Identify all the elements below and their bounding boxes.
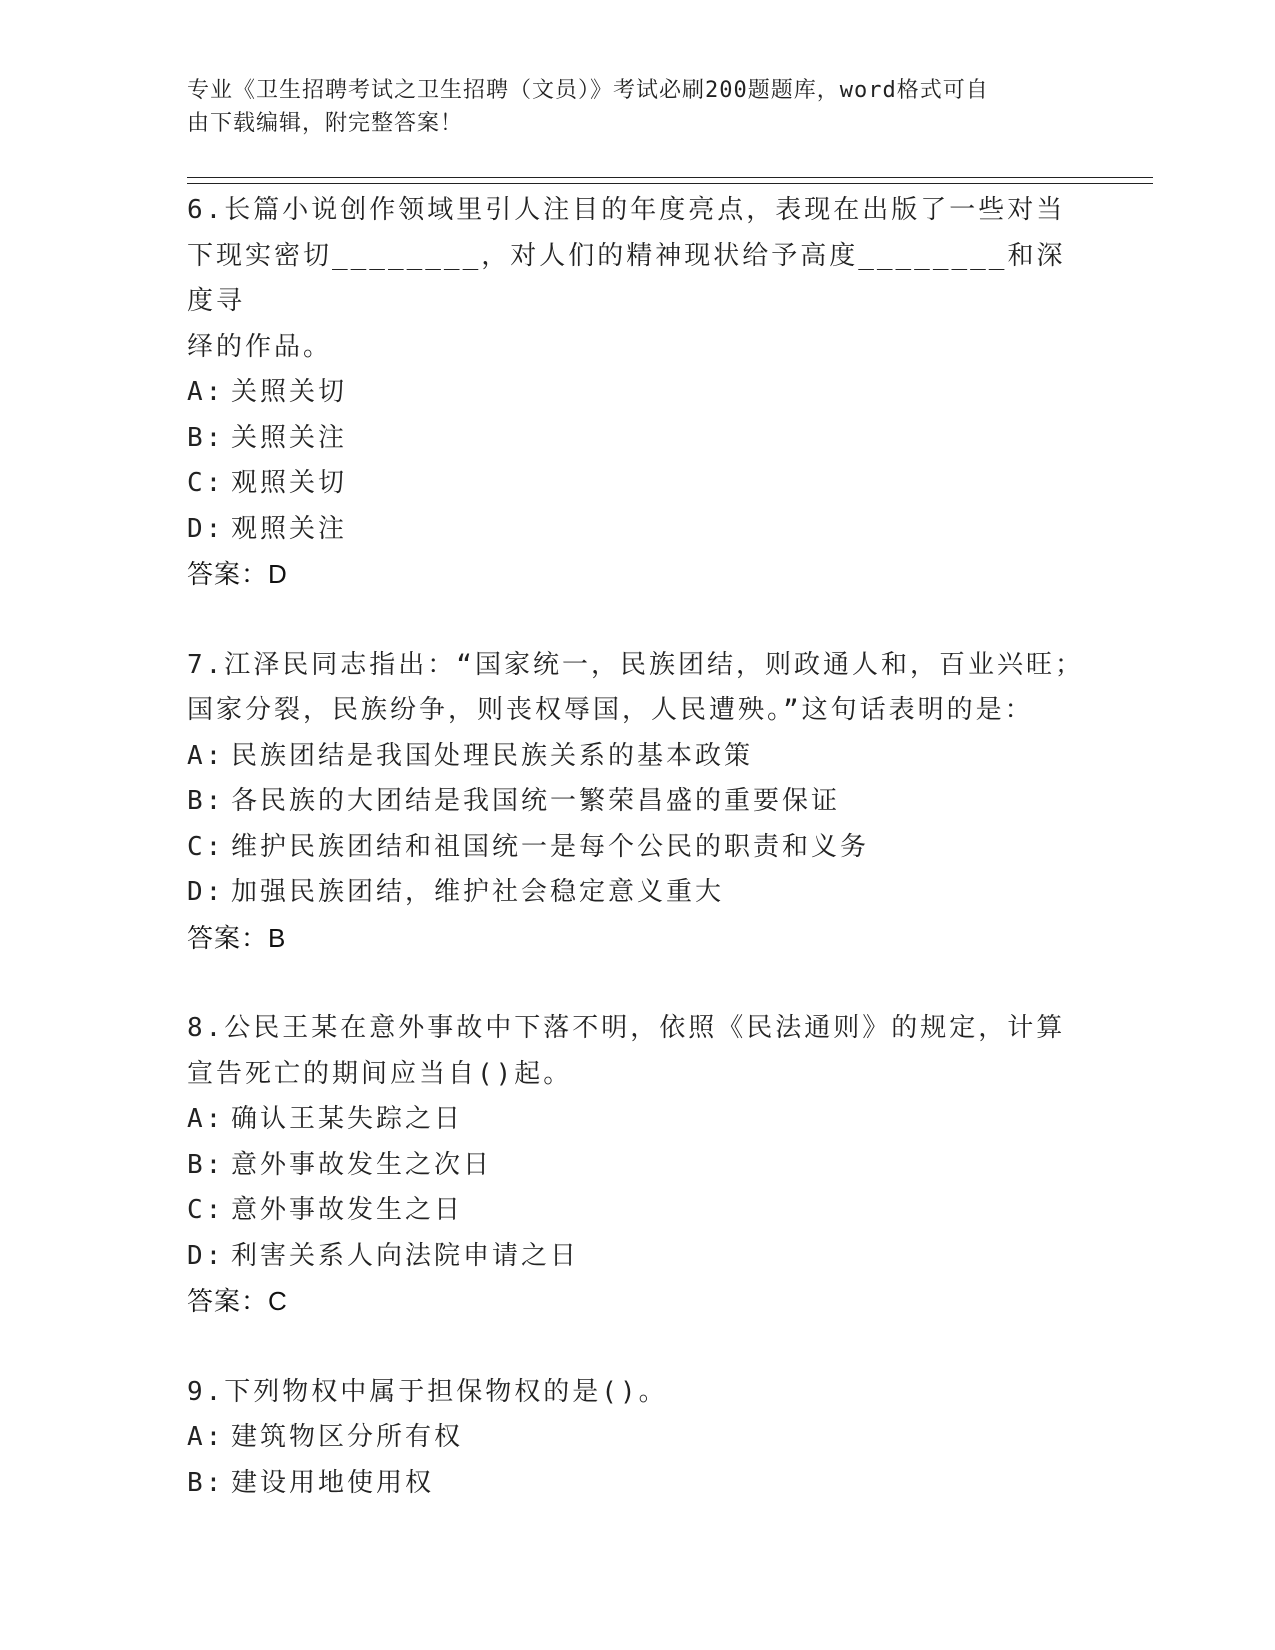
option-b bbox=[187, 416, 1087, 462]
option-text: 加强民族团结，维护社会稳定意义重大 bbox=[231, 877, 725, 907]
header-line-2: 由下载编辑，附完整答案！ bbox=[187, 111, 464, 136]
option-letter: A: bbox=[187, 377, 225, 407]
header-divider-top bbox=[187, 177, 1153, 178]
option-text: 观照关注 bbox=[231, 513, 348, 544]
option-letter: A: bbox=[187, 740, 225, 771]
option-letter: A: bbox=[187, 1104, 225, 1134]
option-text: 意外事故发生之日 bbox=[231, 1195, 464, 1225]
question-stem-line: 宣告死亡的期间应当自()起。 bbox=[187, 1058, 573, 1089]
question-stem-line: 绎的作品。 bbox=[187, 331, 333, 362]
option-text: 意外事故发生之次日 bbox=[231, 1149, 493, 1180]
option-d bbox=[187, 507, 1087, 553]
option-letter: C: bbox=[187, 831, 225, 862]
question-6 bbox=[187, 188, 1087, 598]
option-letter: A: bbox=[187, 1422, 225, 1452]
option-text: 关照关切 bbox=[231, 377, 348, 407]
option-letter: D: bbox=[187, 513, 225, 544]
answer-line: 答案：C bbox=[187, 1286, 288, 1316]
option-letter: D: bbox=[187, 1240, 225, 1271]
question-stem-line: 7.江泽民同志指出：“国家统一，民族团结，则政通人和，百业兴旺； bbox=[187, 649, 1084, 680]
option-text: 确认王某失踪之日 bbox=[231, 1104, 464, 1134]
option-d bbox=[187, 1234, 1087, 1280]
option-text: 关照关注 bbox=[231, 422, 348, 453]
option-letter: B: bbox=[187, 1149, 225, 1180]
option-text: 观照关切 bbox=[231, 468, 348, 498]
question-stem-line: 8.公民王某在意外事故中下落不明，依照《民法通则》的规定，计算 bbox=[187, 1013, 1066, 1043]
document-header bbox=[187, 74, 1067, 140]
answer-line: 答案：B bbox=[187, 922, 287, 953]
option-b bbox=[187, 1461, 1087, 1507]
option-letter: B: bbox=[187, 1467, 225, 1498]
option-b bbox=[187, 779, 1087, 825]
option-letter: B: bbox=[187, 422, 225, 453]
question-7 bbox=[187, 643, 1087, 962]
question-list bbox=[187, 188, 1087, 1551]
option-d bbox=[187, 870, 1087, 916]
question-stem-line: 6.长篇小说创作领域里引人注目的年度亮点，表现在出版了一些对当 bbox=[187, 195, 1066, 225]
option-b bbox=[187, 1143, 1087, 1189]
question-stem-line: 国家分裂，民族纷争，则丧权辱国，人民遭殃。”这句话表明的是： bbox=[187, 695, 1034, 725]
question-stem-line: 下现实密切________，对人们的精神现状给予高度________和深度寻 bbox=[187, 240, 1066, 316]
option-letter: D: bbox=[187, 877, 225, 907]
option-text: 民族团结是我国处理民族关系的基本政策 bbox=[231, 740, 754, 771]
question-stem-line: 9.下列物权中属于担保物权的是()。 bbox=[187, 1376, 668, 1407]
question-8 bbox=[187, 1006, 1087, 1325]
answer-line: 答案：D bbox=[187, 559, 288, 589]
option-letter: B: bbox=[187, 786, 225, 816]
option-text: 利害关系人向法院申请之日 bbox=[231, 1240, 580, 1271]
option-letter: C: bbox=[187, 468, 225, 498]
option-text: 维护民族团结和祖国统一是每个公民的职责和义务 bbox=[231, 831, 870, 862]
option-a bbox=[187, 1415, 1087, 1461]
option-a bbox=[187, 370, 1087, 416]
header-divider-bottom bbox=[187, 183, 1153, 184]
option-a bbox=[187, 734, 1087, 780]
option-c bbox=[187, 461, 1087, 507]
option-text: 各民族的大团结是我国统一繁荣昌盛的重要保证 bbox=[231, 786, 841, 816]
option-letter: C: bbox=[187, 1195, 225, 1225]
question-9 bbox=[187, 1370, 1087, 1507]
option-text: 建设用地使用权 bbox=[231, 1467, 435, 1498]
header-line-1: 专业《卫生招聘考试之卫生招聘（文员）》考试必刷200题题库，word格式可自 bbox=[187, 78, 989, 103]
option-a bbox=[187, 1097, 1087, 1143]
option-c bbox=[187, 1188, 1087, 1234]
option-text: 建筑物区分所有权 bbox=[231, 1422, 464, 1452]
option-c bbox=[187, 825, 1087, 871]
